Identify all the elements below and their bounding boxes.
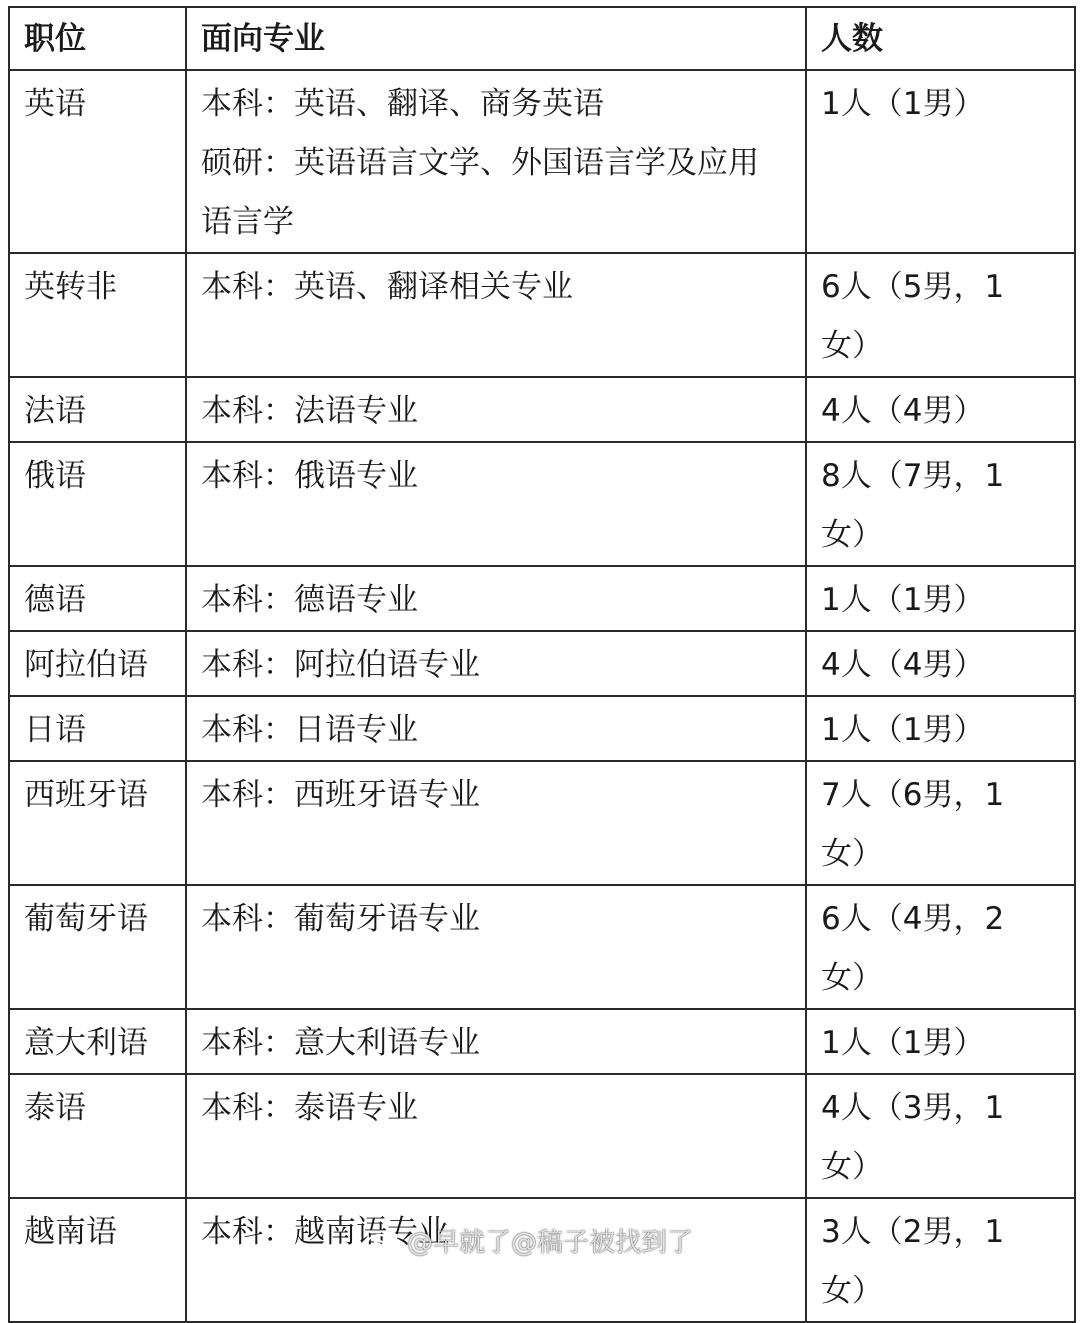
cell-count	[806, 70, 1075, 253]
cell-count	[806, 761, 1075, 885]
table-body	[9, 70, 1075, 1322]
cell-major	[186, 885, 806, 1009]
count-line: 7人（6男，1	[821, 777, 1005, 813]
major-line: 本科：日语专业	[201, 712, 418, 748]
count-line: 女）	[821, 960, 883, 996]
cell-major	[186, 696, 806, 761]
count-line: 女）	[821, 1273, 883, 1309]
table-header-row	[9, 7, 1075, 70]
header-position: 职位	[9, 7, 186, 70]
table-row	[9, 1074, 1075, 1198]
cell-count	[806, 631, 1075, 696]
cell-major	[186, 761, 806, 885]
major-line: 本科：俄语专业	[201, 458, 418, 494]
major-line: 本科：英语、翻译、商务英语	[201, 86, 604, 122]
major-line: 本科：英语、翻译相关专业	[201, 269, 573, 305]
cell-count	[806, 566, 1075, 631]
cell-major	[186, 566, 806, 631]
table-row	[9, 631, 1075, 696]
table-row	[9, 377, 1075, 442]
count-line: 女）	[821, 328, 883, 364]
recruitment-table-container	[8, 6, 1076, 1323]
recruitment-table	[8, 6, 1076, 1323]
cell-position: 葡萄牙语	[9, 885, 186, 1009]
count-line: 1人（1男）	[821, 86, 985, 122]
count-line: 4人（3男，1	[821, 1090, 1005, 1126]
table-row	[9, 761, 1075, 885]
major-line: 本科：意大利语专业	[201, 1025, 480, 1061]
count-line: 女）	[821, 1149, 883, 1185]
count-line: 1人（1男）	[821, 1025, 985, 1061]
cell-count	[806, 442, 1075, 566]
cell-count	[806, 253, 1075, 377]
table-row	[9, 253, 1075, 377]
major-line: 本科：阿拉伯语专业	[201, 647, 480, 683]
major-line: 本科：西班牙语专业	[201, 777, 480, 813]
cell-position: 日语	[9, 696, 186, 761]
major-line: 本科：葡萄牙语专业	[201, 901, 480, 937]
cell-position: 英转非	[9, 253, 186, 377]
count-line: 3人（2男，1	[821, 1214, 1005, 1250]
cell-count	[806, 696, 1075, 761]
cell-major	[186, 631, 806, 696]
major-line: 本科：泰语专业	[201, 1090, 418, 1126]
cell-major	[186, 377, 806, 442]
watermark-text: @早就了@稿子被找到了	[407, 1228, 694, 1258]
cell-major	[186, 1198, 806, 1322]
count-line: 4人（4男）	[821, 393, 985, 429]
table-row	[9, 1009, 1075, 1074]
cell-major	[186, 1074, 806, 1198]
count-line: 1人（1男）	[821, 712, 985, 748]
count-line: 4人（4男）	[821, 647, 985, 683]
cell-major	[186, 70, 806, 253]
major-line: 本科：德语专业	[201, 582, 418, 618]
count-line: 8人（7男，1	[821, 458, 1005, 494]
cell-major	[186, 253, 806, 377]
count-line: 6人（4男，2	[821, 901, 1005, 937]
cell-position: 越南语	[9, 1198, 186, 1322]
cell-major	[186, 442, 806, 566]
header-count: 人数	[806, 7, 1075, 70]
count-line: 女）	[821, 836, 883, 872]
watermark	[365, 1222, 693, 1259]
cell-count	[806, 1074, 1075, 1198]
major-line: 语言学	[201, 204, 294, 240]
cell-position: 德语	[9, 566, 186, 631]
cell-position: 意大利语	[9, 1009, 186, 1074]
cell-count	[806, 885, 1075, 1009]
table-row	[9, 70, 1075, 253]
cell-position: 俄语	[9, 442, 186, 566]
cell-position: 法语	[9, 377, 186, 442]
major-line: 本科：越南语专业	[201, 1214, 449, 1250]
table-row	[9, 885, 1075, 1009]
major-line: 硕研：英语语言文学、外国语言学及应用	[201, 145, 759, 181]
count-line: 6人（5男，1	[821, 269, 1005, 305]
table-row	[9, 566, 1075, 631]
cell-position: 阿拉伯语	[9, 631, 186, 696]
cell-count	[806, 1009, 1075, 1074]
header-major: 面向专业	[186, 7, 806, 70]
cell-position: 西班牙语	[9, 761, 186, 885]
cell-major	[186, 1009, 806, 1074]
table-row	[9, 442, 1075, 566]
count-line: 女）	[821, 517, 883, 553]
weibo-icon	[365, 1227, 399, 1255]
count-line: 1人（1男）	[821, 582, 985, 618]
major-line: 本科：法语专业	[201, 393, 418, 429]
cell-count	[806, 1198, 1075, 1322]
table-row	[9, 1198, 1075, 1322]
cell-count	[806, 377, 1075, 442]
cell-position: 泰语	[9, 1074, 186, 1198]
table-row	[9, 696, 1075, 761]
cell-position: 英语	[9, 70, 186, 253]
